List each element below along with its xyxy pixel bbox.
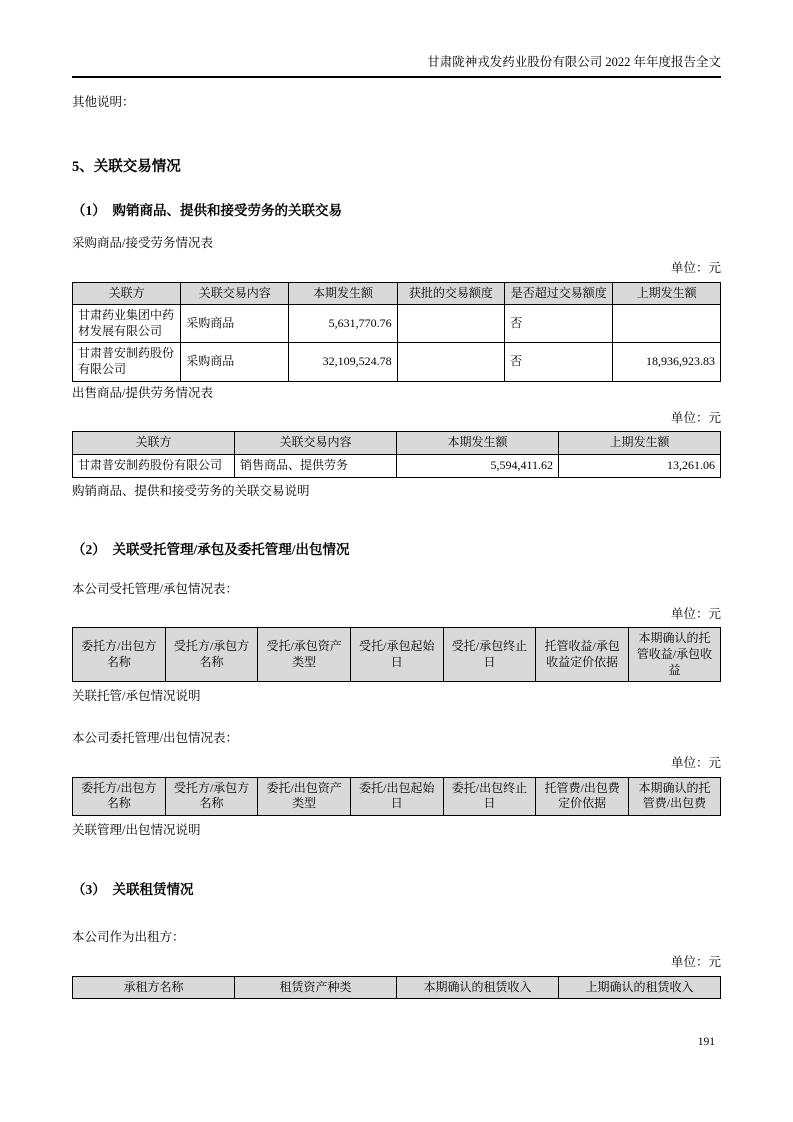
- column-header: 本期发生额: [397, 432, 559, 455]
- previous-amount-cell: [613, 305, 721, 343]
- unit-label: 单位：元: [670, 260, 721, 275]
- column-header: 上期发生额: [559, 432, 721, 455]
- current-amount-cell: 5,594,411.62: [397, 454, 559, 477]
- column-header: 受托/承包终止日: [443, 628, 536, 682]
- section-5-1-title: （1） 购销商品、提供和接受劳务的关联交易: [72, 202, 342, 218]
- sales-table-header-row: [73, 432, 721, 455]
- purchase-sales-note: 购销商品、提供和接受劳务的关联交易说明: [72, 483, 310, 498]
- column-header: 受托/承包资产类型: [258, 628, 351, 682]
- transaction-content-cell: 采购商品: [181, 305, 289, 343]
- column-header: 关联方: [73, 432, 235, 455]
- previous-amount-cell: 13,261.06: [559, 454, 721, 477]
- column-header: 关联方: [73, 282, 181, 305]
- column-header: 委托/出包起始日: [350, 777, 443, 815]
- entrust-out-header-row: [73, 777, 721, 815]
- column-header: 委托/出包终止日: [443, 777, 536, 815]
- related-party-cell: 甘肃药业集团中药材发展有限公司: [73, 305, 181, 343]
- column-header: 上期确认的租赁收入: [559, 976, 721, 999]
- entrust-in-table: [72, 627, 721, 682]
- exceed-quota-cell: 否: [505, 305, 613, 343]
- column-header: 获批的交易额度: [397, 282, 505, 305]
- sales-table: [72, 431, 721, 477]
- approved-quota-cell: [397, 343, 505, 381]
- table-row: [73, 454, 721, 477]
- column-header: 本期确认的托管收益/承包收益: [628, 628, 720, 682]
- column-header: 关联交易内容: [235, 432, 397, 455]
- previous-amount-cell: 18,936,923.83: [613, 343, 721, 381]
- entrust-in-header-row: [73, 628, 721, 682]
- related-party-cell: 甘肃普安制药股份有限公司: [73, 343, 181, 381]
- running-header: [72, 0, 721, 78]
- section-5-3-title: （3） 关联租赁情况: [72, 881, 194, 897]
- related-party-cell: 甘肃普安制药股份有限公司: [73, 454, 235, 477]
- purchase-table-caption: 采购商品/接受劳务情况表: [72, 235, 213, 250]
- unit-label: 单位：元: [670, 755, 721, 770]
- column-header: 上期发生额: [613, 282, 721, 305]
- column-header: 委托/出包资产类型: [258, 777, 351, 815]
- exceed-quota-cell: 否: [505, 343, 613, 381]
- column-header: 本期发生额: [289, 282, 397, 305]
- entrust-out-caption: 本公司委托管理/出包情况表：: [72, 731, 238, 746]
- table-row: [73, 343, 721, 381]
- entrust-in-caption: 本公司受托管理/承包情况表：: [72, 581, 238, 596]
- section-5-2-title: （2） 关联受托管理/承包及委托管理/出包情况: [72, 542, 350, 558]
- current-amount-cell: 5,631,770.76: [289, 305, 397, 343]
- sales-table-caption: 出售商品/提供劳务情况表: [72, 385, 213, 400]
- unit-label: 单位：元: [670, 606, 721, 621]
- lease-table-header-row: [73, 976, 721, 999]
- lease-table: [72, 976, 721, 1000]
- unit-label: 单位：元: [670, 954, 721, 969]
- column-header: 委托方/出包方名称: [73, 777, 166, 815]
- running-header-title: 甘肃陇神戎发药业股份有限公司 2022 年年度报告全文: [427, 55, 721, 69]
- column-header: 受托方/承包方名称: [165, 777, 258, 815]
- page-content: [0, 94, 793, 999]
- entrust-out-table: [72, 777, 721, 816]
- table-row: [73, 305, 721, 343]
- column-header: 托管收益/承包收益定价依据: [536, 628, 629, 682]
- column-header: 关联交易内容: [181, 282, 289, 305]
- custody-out-note: 关联管理/出包情况说明: [72, 823, 201, 837]
- current-amount-cell: 32,109,524.78: [289, 343, 397, 381]
- column-header: 受托/承包起始日: [350, 628, 443, 682]
- purchase-table: [72, 282, 721, 382]
- unit-label: 单位：元: [670, 410, 721, 425]
- transaction-content-cell: 采购商品: [181, 343, 289, 381]
- transaction-content-cell: 销售商品、提供劳务: [235, 454, 397, 477]
- lease-caption: 本公司作为出租方：: [72, 930, 185, 945]
- purchase-table-header-row: [73, 282, 721, 305]
- section-5-title: 5、关联交易情况: [72, 159, 181, 176]
- column-header: 托管费/出包费定价依据: [536, 777, 629, 815]
- custody-in-note: 关联托管/承包情况说明: [72, 689, 201, 704]
- other-note: 其他说明：: [72, 95, 135, 110]
- column-header: 本期确认的租赁收入: [397, 976, 559, 999]
- column-header: 租赁资产种类: [235, 976, 397, 999]
- column-header: 本期确认的托管费/出包费: [628, 777, 720, 815]
- column-header: 是否超过交易额度: [505, 282, 613, 305]
- column-header: 受托方/承包方名称: [165, 628, 258, 682]
- column-header: 委托方/出包方名称: [73, 628, 166, 682]
- approved-quota-cell: [397, 305, 505, 343]
- page-number: 191: [697, 1036, 715, 1048]
- column-header: 承租方名称: [73, 976, 235, 999]
